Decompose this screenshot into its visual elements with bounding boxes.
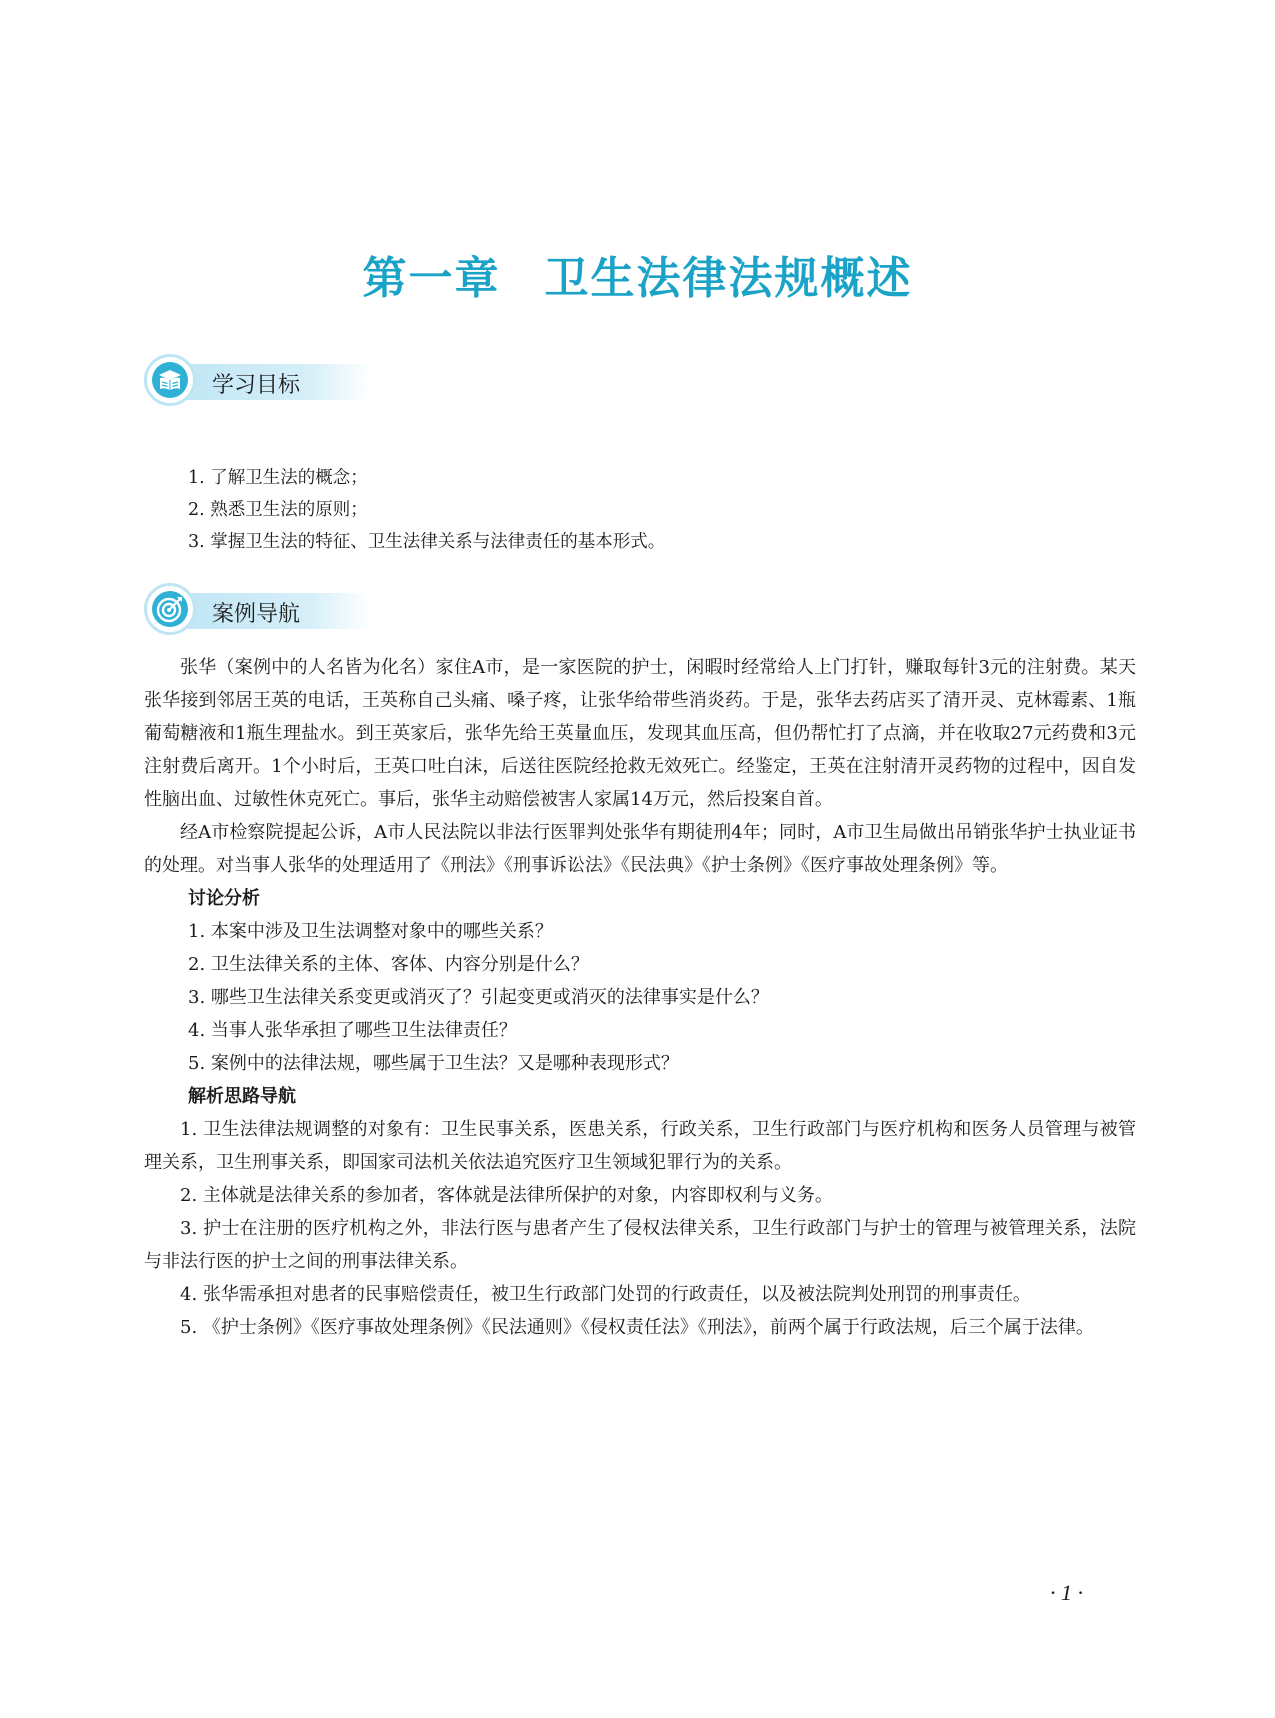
discussion-question: 2. 卫生法律关系的主体、客体、内容分别是什么？ xyxy=(188,954,589,975)
objectives-label: 学习目标 xyxy=(212,373,301,398)
analysis-answer: 3. 护士在注册的医疗机构之外，非法行医与患者产生了侵权法律关系，卫生行政部门与护士的管理与被管理关系，法院与非法行医的护士之间的刑事法律关系。 xyxy=(144,1218,1136,1272)
chapter-number: 第一章 xyxy=(362,253,501,304)
chapter-title xyxy=(0,242,1275,306)
analysis-answer: 4. 张华需承担对患者的民事赔偿责任，被卫生行政部门处罚的行政责任，以及被法院判处刑罚的刑事责任。 xyxy=(180,1284,1031,1305)
discussion-question: 3. 哪些卫生法律关系变更或消灭了？引起变更或消灭的法律事实是什么？ xyxy=(188,987,769,1008)
discussion-question: 1. 本案中涉及卫生法调整对象中的哪些关系？ xyxy=(188,921,553,942)
analysis-answer: 5. 《护士条例》《医疗事故处理条例》《民法通则》《侵权责任法》《刑法》，前两个属于行政法规，后三个属于法律。 xyxy=(180,1317,1094,1338)
discussion-question: 4. 当事人张华承担了哪些卫生法律责任？ xyxy=(188,1020,517,1041)
chapter-name: 卫生法律法规概述 xyxy=(544,253,913,304)
discussion-heading: 讨论分析 xyxy=(188,888,260,909)
book-icon xyxy=(151,361,189,399)
objectives-section-header xyxy=(144,354,374,404)
analysis-heading: 解析思路导航 xyxy=(188,1086,296,1107)
objective-item: 3. 掌握卫生法的特征、卫生法律关系与法律责任的基本形式。 xyxy=(188,532,666,552)
case-body xyxy=(144,651,1136,1344)
case-paragraph: 经A市检察院提起公诉，A市人民法院以非法行医罪判处张华有期徒刑4年；同时，A市卫生局做出吊销张华护士执业证书的处理。对当事人张华的处理适用了《刑法》《刑事诉讼法》《民法典》《护士条例》《医疗事故处理条例》等。 xyxy=(144,822,1136,876)
analysis-answer: 2. 主体就是法律关系的参加者，客体就是法律所保护的对象，内容即权利与义务。 xyxy=(180,1185,833,1206)
discussion-question: 5. 案例中的法律法规，哪些属于卫生法？又是哪种表现形式？ xyxy=(188,1053,679,1074)
target-icon xyxy=(151,590,189,628)
page-number: · 1 · xyxy=(1050,1580,1083,1605)
case-paragraph: 张华（案例中的人名皆为化名）家住A市，是一家医院的护士，闲暇时经常给人上门打针，赚取每针3元的注射费。某天张华接到邻居王英的电话，王英称自己头痛、嗓子疼，让张华给带些消炎药。于是，张华去药店买了清开灵、克林霉素、1瓶葡萄糖液和1瓶生理盐水。到王英家后，张华先给王英量血压，发现其血压高，但仍帮忙打了点滴，并在收取27元药费和3元注射费后离开。1个小时后，王英口吐白沫，后送往医院经抢救无效死亡。经鉴定，王英在注射清开灵药物的过程中，因自发性脑出血、过敏性休克死亡。事后，张华主动赔偿被害人家属14万元，然后投案自首。 xyxy=(144,657,1136,810)
objective-item: 2. 熟悉卫生法的原则； xyxy=(188,500,368,520)
analysis-answer: 1. 卫生法律法规调整的对象有：卫生民事关系，医患关系，行政关系，卫生行政部门与医疗机构和医务人员管理与被管理关系，卫生刑事关系，即国家司法机关依法追究医疗卫生领域犯罪行为的关系。 xyxy=(144,1119,1136,1173)
case-label: 案例导航 xyxy=(212,602,301,627)
objectives-list xyxy=(188,462,665,558)
case-section-header xyxy=(144,583,374,633)
objective-item: 1. 了解卫生法的概念； xyxy=(188,468,368,488)
